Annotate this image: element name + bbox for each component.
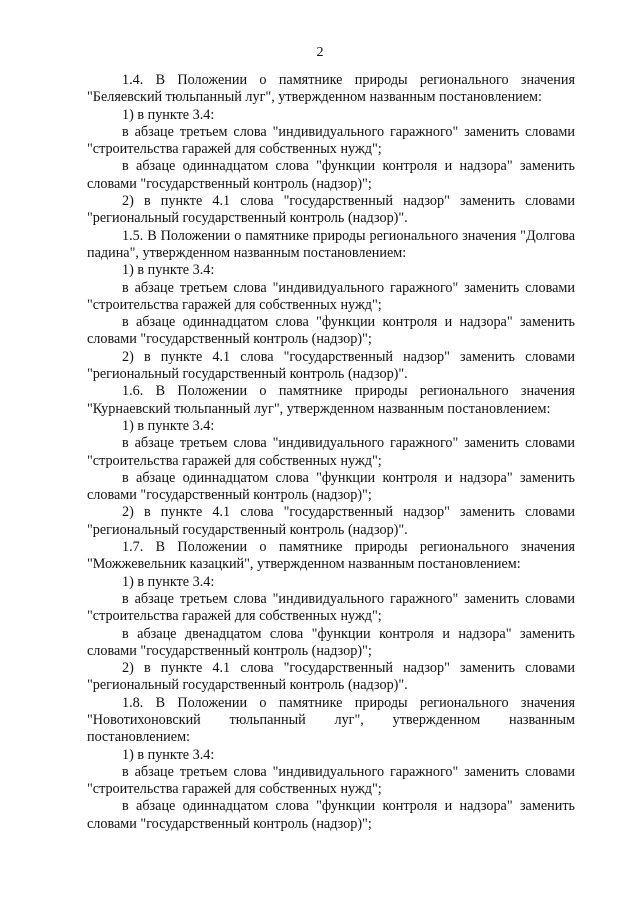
amendment-1-8-paragraph-3: в абзаце третьем слова "индивидуального гаражного" заменить словами "строительства гаражей для собственных нужд"; [87,763,575,798]
subpoint-1-8-1: 1) в пункте 3.4: [122,746,215,763]
subpoint-1-6-2: 2) в пункте 4.1 слова "государственный надзор" заменить словами "региональный государственный контроль (надзор)". [87,504,575,538]
amendment-1-6-paragraph-3: в абзаце третьем слова "индивидуального гаражного" заменить словами "строительства гаражей для собственных нужд"; [87,435,575,469]
document-body [87,72,575,833]
amendment-1-7-paragraph-3: в абзаце третьем слова "индивидуального гаражного" заменить словами "строительства гаражей для собственных нужд"; [87,590,575,625]
amendment-1-4-paragraph-11: в абзаце одиннадцатом слова "функции контроля и надзора" заменить словами "государственный контроль (надзор)"; [87,158,575,192]
subpoint-1-7-2: 2) в пункте 4.1 слова "государственный надзор" заменить словами "региональный государственный контроль (надзор)". [87,660,575,694]
paragraph-1-4-heading: 1.4. В Положении о памятнике природы регионального значения "Беляевский тюльпанный луг", утвержденном названным постановлением: [87,72,575,106]
paragraph-1-8-heading: 1.8. В Положении о памятнике природы регионального значения "Новотихоновский тюльпанный луг", утвержденном названным постановлением: [87,694,575,746]
subpoint-1-4-2: 2) в пункте 4.1 слова "государственный надзор" заменить словами "региональный государственный контроль (надзор)". [87,193,575,227]
amendment-1-5-paragraph-11: в абзаце одиннадцатом слова "функции контроля и надзора" заменить словами "государственный контроль (надзор)"; [87,314,575,348]
amendment-1-6-paragraph-11: в абзаце одиннадцатом слова "функции контроля и надзора" заменить словами "государственный контроль (надзор)"; [87,469,575,504]
amendment-1-8-paragraph-11: в абзаце одиннадцатом слова "функции контроля и надзора" заменить словами "государственный контроль (надзор)"; [87,798,575,832]
subpoint-1-4-1: 1) в пункте 3.4: [122,106,215,123]
paragraph-1-7-heading: 1.7. В Положении о памятнике природы регионального значения "Можжевельник казацкий", утвержденном названным постановлением: [87,539,575,573]
subpoint-1-6-1: 1) в пункте 3.4: [122,417,215,434]
amendment-1-5-paragraph-3: в абзаце третьем слова "индивидуального гаражного" заменить словами "строительства гаражей для собственных нужд"; [87,279,575,313]
page-number: 2 [316,45,324,60]
subpoint-1-5-2: 2) в пункте 4.1 слова "государственный надзор" заменить словами "региональный государственный контроль (надзор)". [87,348,575,383]
subpoint-1-5-1: 1) в пункте 3.4: [122,262,215,279]
paragraph-1-5-heading: 1.5. В Положении о памятнике природы регионального значения "Долгова падина", утвержденном названным постановлением: [87,227,575,261]
amendment-1-4-paragraph-3: в абзаце третьем слова "индивидуального гаражного" заменить словами "строительства гаражей для собственных нужд"; [87,123,575,158]
paragraph-1-6-heading: 1.6. В Положении о памятнике природы регионального значения "Курнаевский тюльпанный луг", утвержденном названным постановлением: [87,383,575,417]
subpoint-1-7-1: 1) в пункте 3.4: [122,573,215,590]
amendment-1-7-paragraph-12: в абзаце двенадцатом слова "функции контроля и надзора" заменить словами "государственный контроль (надзор)"; [87,625,575,659]
